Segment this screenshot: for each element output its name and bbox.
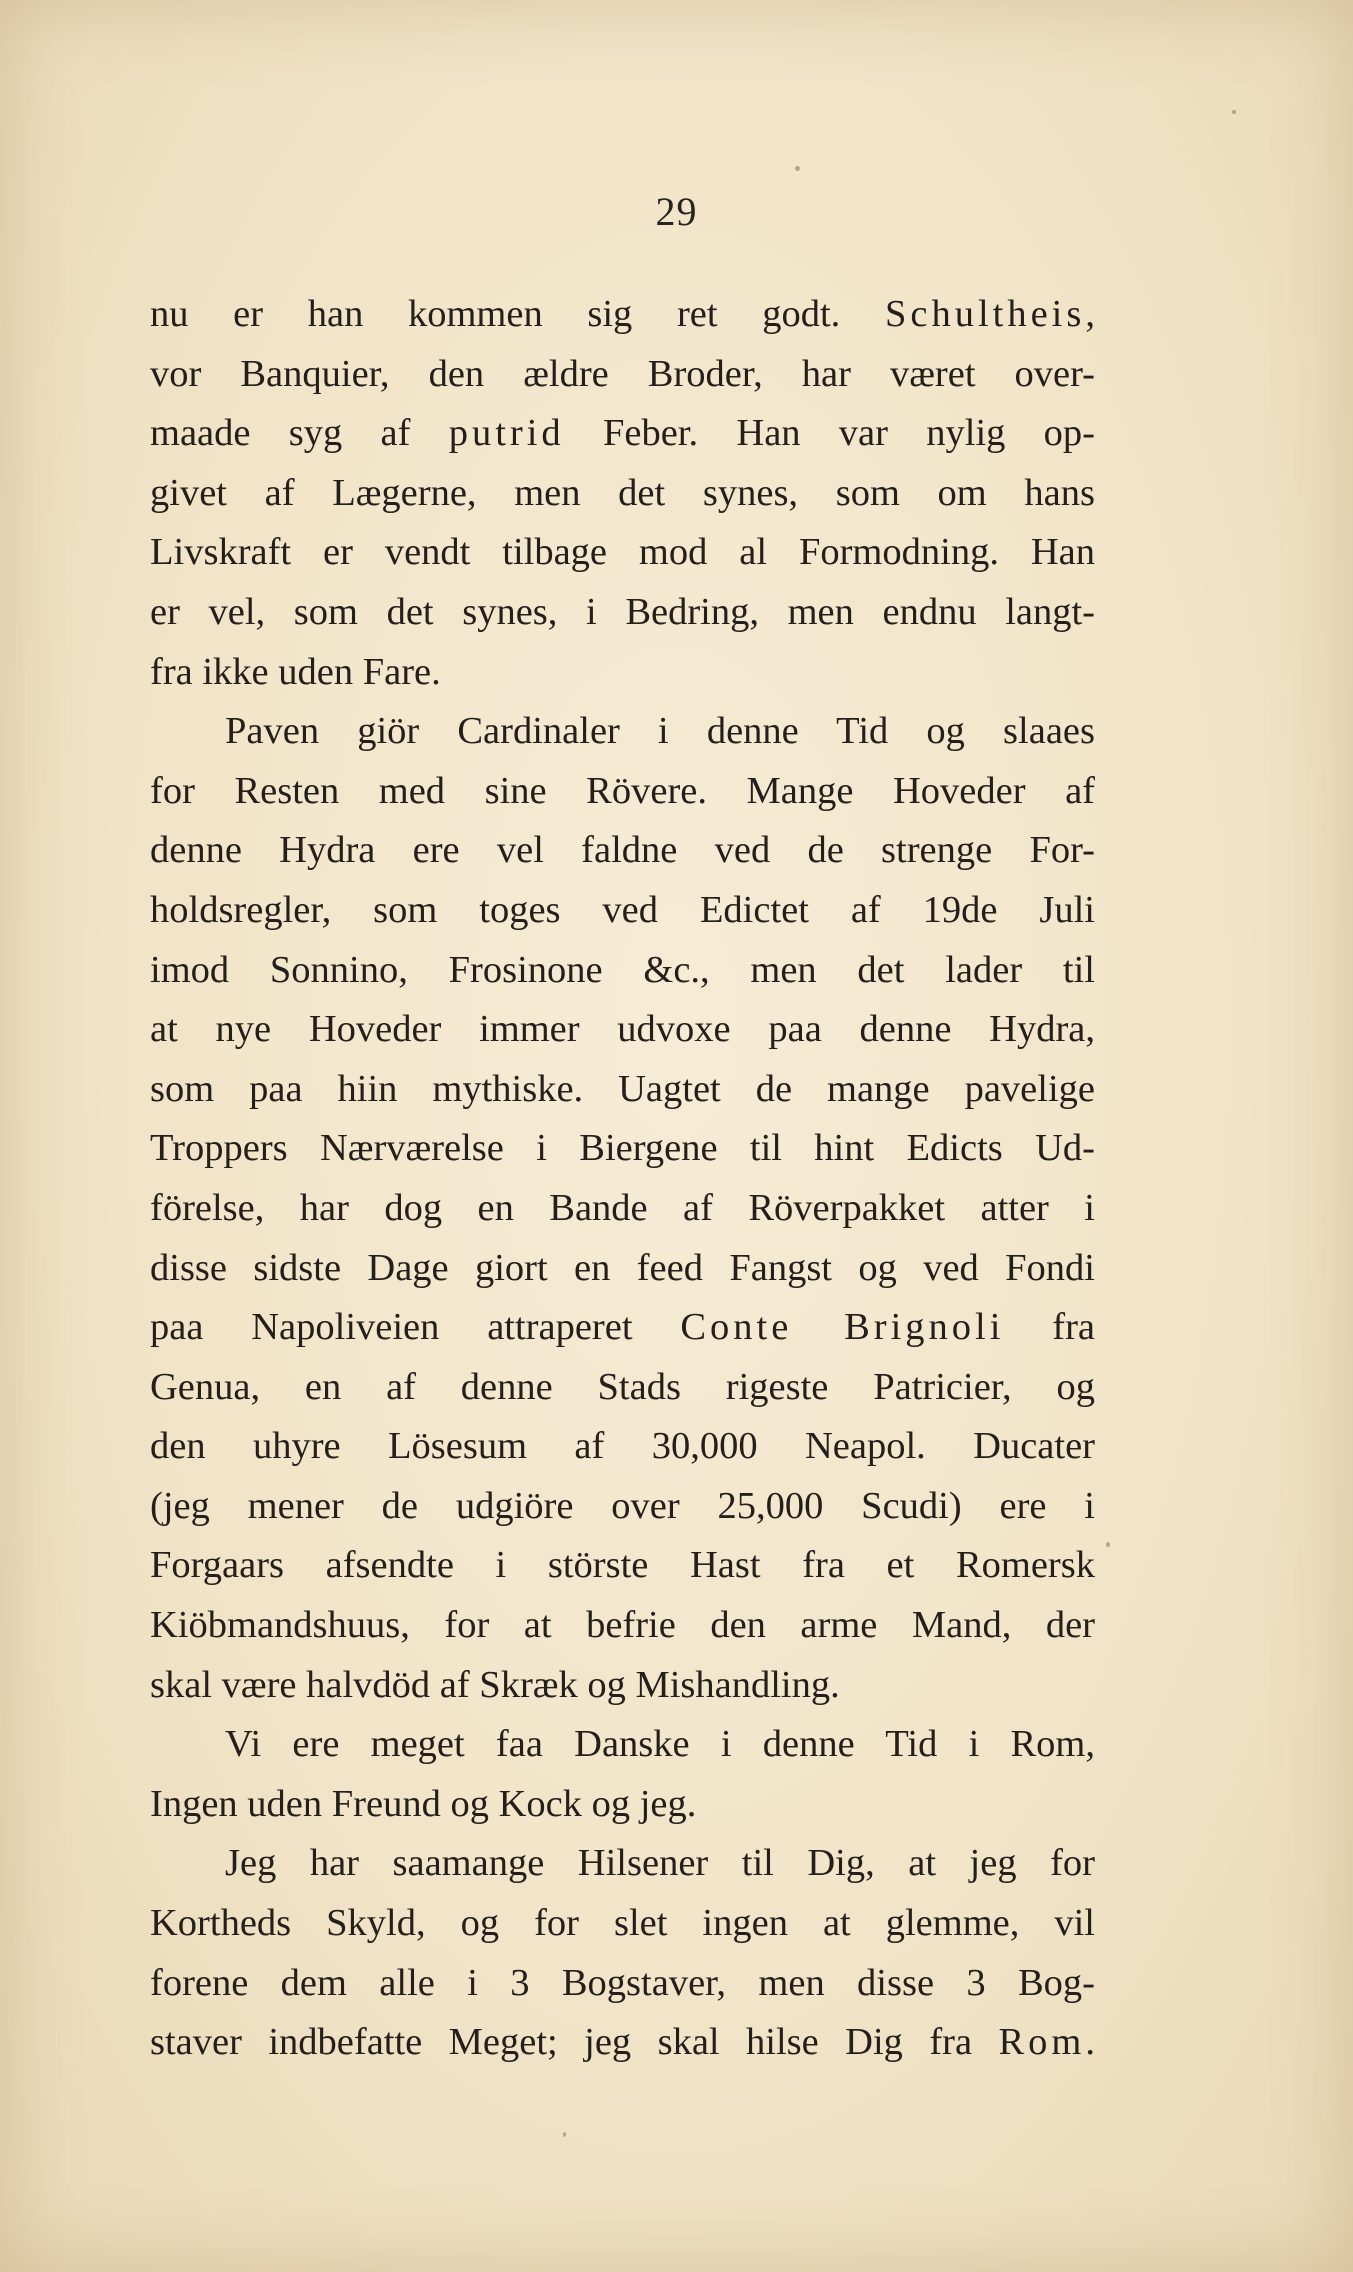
text-line: [150, 1715, 1095, 1775]
text-segment: .: [1085, 2021, 1095, 2064]
text-line: [150, 345, 1095, 405]
text-line: [150, 881, 1095, 941]
text-line: [150, 1000, 1095, 1060]
text-line: [150, 941, 1095, 1001]
text-segment: nu er han kommen sig ret godt.: [150, 293, 885, 335]
text-line: [150, 285, 1095, 345]
text-segment: Jeg har saamange Hilsener til Dig, at jeg for: [225, 1842, 1095, 1885]
text-segment: er vel, som det synes, i Bedring, men endnu langt-: [150, 590, 1095, 633]
text-line: [150, 1060, 1095, 1120]
text-segment: Kiöbmandshuus, for at befrie den arme Mand, der: [150, 1604, 1095, 1647]
text-segment: imod Sonnino, Frosinone &c., men det lader til: [150, 948, 1095, 991]
text-segment: maade syg af: [150, 412, 449, 455]
text-segment: holdsregler, som toges ved Edictet af 19de Juli: [150, 888, 1095, 931]
text-segment: fra: [1004, 1306, 1096, 1349]
text-line: [150, 762, 1095, 822]
text-line: [150, 1417, 1095, 1477]
text-line: [150, 1119, 1095, 1179]
text-line: [150, 2013, 1095, 2073]
text-line: [150, 1298, 1095, 1358]
text-line: [150, 1775, 1095, 1835]
text-segment: Forgaars afsendte i störste Hast fra et Romersk: [150, 1544, 1095, 1587]
text-segment: Troppers Nærværelse i Biergene til hint Edicts Ud-: [150, 1127, 1095, 1170]
text-segment: at nye Hoveder immer udvoxe paa denne Hydra,: [150, 1008, 1095, 1051]
text-line: [150, 404, 1095, 464]
body-text: [150, 285, 1095, 2073]
spaced-emphasis-text: Schultheis: [884, 293, 1086, 335]
text-segment: (jeg mener de udgiöre over 25,000 Scudi) ere i: [150, 1484, 1095, 1527]
text-segment: som paa hiin mythiske. Uagtet de mange pavelige: [150, 1067, 1095, 1110]
text-line: [150, 1239, 1095, 1299]
text-segment: staver indbefatte Meget; jeg skal hilse Dig fra: [150, 2021, 999, 2064]
text-segment: for Resten med sine Rövere. Mange Hoveder af: [150, 769, 1095, 812]
text-line: [150, 821, 1095, 881]
paper-speck: [1106, 1542, 1110, 1547]
text-line: [150, 1358, 1095, 1418]
text-segment: ,: [1085, 293, 1095, 335]
paper-speck: [1232, 110, 1236, 114]
text-segment: denne Hydra ere vel faldne ved de strenge For-: [150, 829, 1095, 872]
text-line: [150, 1477, 1095, 1537]
text-segment: Genua, en af denne Stads rigeste Patricier, og: [150, 1365, 1095, 1408]
text-segment: förelse, har dog en Bande af Röverpakket atter i: [150, 1186, 1095, 1229]
paper-speck: [563, 2132, 566, 2137]
text-line: [150, 643, 1095, 703]
text-segment: Livskraft er vendt tilbage mod al Formodning. Han: [150, 531, 1095, 574]
text-line: [150, 583, 1095, 643]
text-line: [150, 1894, 1095, 1954]
text-line: [150, 1596, 1095, 1656]
text-line: [150, 464, 1095, 524]
text-segment: Paven giör Cardinaler i denne Tid og slaaes: [225, 710, 1095, 753]
spaced-emphasis-text: putrid: [448, 412, 565, 455]
text-line: [150, 1536, 1095, 1596]
text-line: [150, 523, 1095, 583]
text-segment: paa Napoliveien attraperet: [150, 1306, 681, 1349]
spaced-emphasis-text: Conte Brignoli: [680, 1306, 1005, 1349]
text-segment: disse sidste Dage giort en feed Fangst og ved Fondi: [150, 1246, 1095, 1289]
text-segment: skal være halvdöd af Skræk og Mishandling.: [150, 1663, 840, 1706]
page-number: 29: [655, 189, 698, 234]
text-line: [150, 1179, 1095, 1239]
paper-speck: [795, 166, 800, 171]
text-line: [150, 1954, 1095, 2014]
text-segment: givet af Lægerne, men det synes, som om hans: [150, 471, 1095, 514]
text-segment: fra ikke uden Fare.: [150, 650, 441, 693]
text-line: [150, 1656, 1095, 1716]
text-segment: den uhyre Lösesum af 30,000 Neapol. Ducater: [150, 1425, 1095, 1468]
text-segment: Vi ere meget faa Danske i denne Tid i Rom,: [225, 1723, 1095, 1766]
text-segment: Kortheds Skyld, og for slet ingen at glemme, vil: [150, 1902, 1095, 1945]
text-line: [150, 702, 1095, 762]
text-segment: Feber. Han var nylig op-: [564, 412, 1095, 455]
text-segment: Ingen uden Freund og Kock og jeg.: [150, 1782, 697, 1825]
text-segment: vor Banquier, den ældre Broder, har været over-: [150, 352, 1095, 395]
spaced-emphasis-text: Rom: [998, 2021, 1086, 2064]
text-segment: forene dem alle i 3 Bogstaver, men disse 3 Bog-: [150, 1961, 1095, 2004]
text-line: [150, 1834, 1095, 1894]
